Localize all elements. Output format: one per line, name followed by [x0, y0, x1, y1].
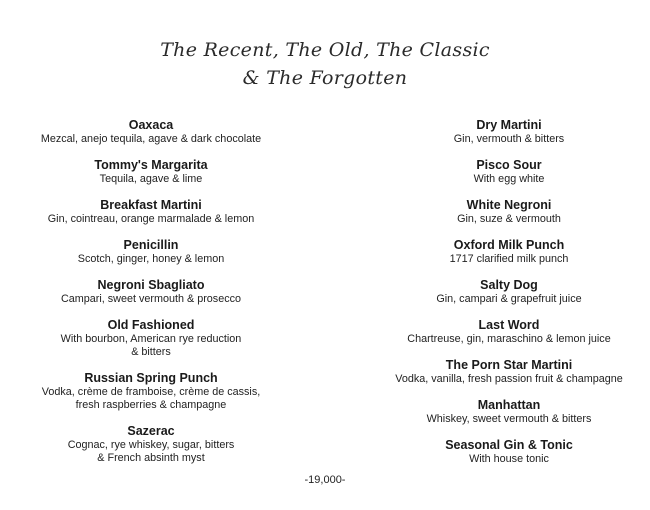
menu-item [1, 318, 301, 359]
left-column [1, 118, 301, 477]
menu-item [1, 158, 301, 186]
menu-item [359, 198, 650, 226]
cocktail-description: Vodka, crème de framboise, crème de cassis, fresh raspberries & champagne [41, 386, 261, 411]
menu-item [1, 238, 301, 266]
cocktail-name: Oaxaca [128, 118, 174, 132]
cocktail-description: Campari, sweet vermouth & prosecco [60, 293, 242, 305]
cocktail-name: Sazerac [127, 424, 175, 438]
cocktail-name: Russian Spring Punch [84, 371, 218, 385]
menu-item [1, 198, 301, 226]
cocktail-name: Negroni Sbagliato [97, 278, 205, 292]
cocktail-name: Dry Martini [476, 118, 542, 132]
cocktail-name: Old Fashioned [107, 318, 195, 332]
menu-title [0, 36, 650, 92]
cocktail-description: With egg white [473, 173, 545, 185]
cocktail-description: With bourbon, American rye reduction & bitters [60, 333, 242, 358]
cocktail-description: Mezcal, anejo tequila, agave & dark chocolate [40, 133, 262, 145]
menu-item [1, 424, 301, 465]
cocktail-description: Gin, suze & vermouth [457, 213, 561, 225]
cocktail-name: Penicillin [123, 238, 179, 252]
cocktail-name: The Porn Star Martini [445, 358, 573, 372]
cocktail-name: Oxford Milk Punch [453, 238, 565, 252]
cocktail-name: Pisco Sour [476, 158, 542, 172]
cocktail-name: Breakfast Martini [100, 198, 202, 212]
menu-item [359, 358, 650, 386]
cocktail-description: 1717 clarified milk punch [449, 253, 569, 265]
right-column [359, 118, 650, 478]
cocktail-description: Vodka, vanilla, fresh passion fruit & champagne [395, 373, 623, 385]
cocktail-description: Gin, cointreau, orange marmalade & lemon [47, 213, 255, 225]
price-label: -19,000- [304, 474, 346, 486]
menu-item [1, 278, 301, 306]
cocktail-name: Last Word [478, 318, 540, 332]
cocktail-description: With house tonic [469, 453, 549, 465]
menu-item [359, 158, 650, 186]
cocktail-name: Manhattan [477, 398, 541, 412]
menu-item [1, 371, 301, 412]
menu-title-line-1: The Recent, The Old, The Classic [160, 39, 490, 61]
menu-item [359, 318, 650, 346]
cocktail-description: Gin, vermouth & bitters [453, 133, 565, 145]
menu-item [359, 238, 650, 266]
cocktail-description: Gin, campari & grapefruit juice [436, 293, 582, 305]
cocktail-description: Chartreuse, gin, maraschino & lemon juice [407, 333, 611, 345]
cocktail-name: White Negroni [466, 198, 552, 212]
cocktail-name: Tommy's Margarita [94, 158, 208, 172]
menu-title-line-2: & The Forgotten [242, 67, 408, 89]
cocktail-description: Scotch, ginger, honey & lemon [77, 253, 225, 265]
cocktail-name: Seasonal Gin & Tonic [445, 438, 573, 452]
menu-item [359, 398, 650, 426]
menu-item [359, 118, 650, 146]
cocktail-description: Cognac, rye whiskey, sugar, bitters & French absinth myst [67, 439, 235, 464]
cocktail-description: Tequila, agave & lime [99, 173, 203, 185]
menu-item [1, 118, 301, 146]
cocktail-name: Salty Dog [480, 278, 538, 292]
menu-item [359, 278, 650, 306]
cocktail-description: Whiskey, sweet vermouth & bitters [426, 413, 592, 425]
menu-item [359, 438, 650, 466]
